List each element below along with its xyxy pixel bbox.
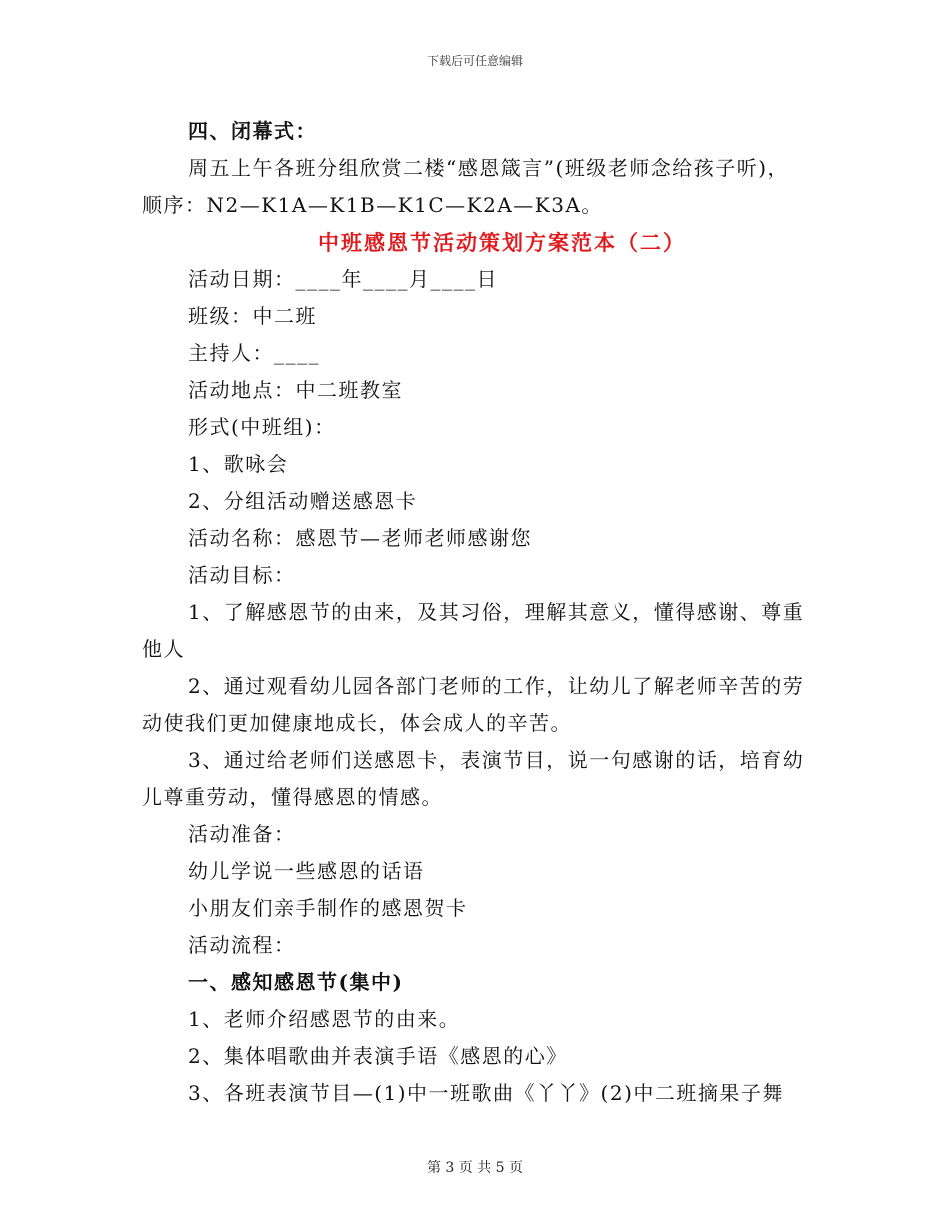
paragraph-line: 动使我们更加健康地成长，体会成人的辛苦。 [142,711,572,735]
format-line: 形式(中班组)： [188,415,336,439]
section-heading-closing: 四、闭幕式： [188,119,317,143]
page-footer-number: 第 3 页 共 5 页 [426,1160,524,1176]
page-header-note: 下载后可任意编辑 [426,54,523,68]
list-item: 小朋友们亲手制作的感恩贺卡 [188,896,468,920]
document-title: 中班感恩节活动策划方案范本（二） [318,230,686,255]
paragraph-line: 顺序：N2—K1A—K1B—K1C—K2A—K3A。 [142,193,603,217]
list-item: 1、歌咏会 [188,452,289,476]
paragraph-line: 3、通过给老师们送感恩卡，表演节目，说一句感谢的话，培育幼 [188,748,805,772]
section-heading-part-one: 一、感知感恩节(集中) [188,970,404,994]
activity-prep-label: 活动准备： [188,822,296,846]
activity-name-line: 活动名称：感恩节—老师老师感谢您 [188,526,532,550]
list-item: 2、集体唱歌曲并表演手语《感恩的心》 [188,1044,568,1068]
paragraph-line: 1、了解感恩节的由来，及其习俗，理解其意义，懂得感谢、尊重 [188,600,805,624]
class-line: 班级：中二班 [188,304,317,328]
list-item: 2、分组活动赠送感恩卡 [188,489,418,513]
host-line: 主持人：____ [188,341,320,365]
list-item: 幼儿学说一些感恩的话语 [188,859,425,883]
paragraph-line: 2、通过观看幼儿园各部门老师的工作，让幼儿了解老师辛苦的劳 [188,674,805,698]
document-body [142,113,822,1112]
paragraph-line: 周五上午各班分组欣赏二楼“感恩箴言”(班级老师念给孩子听)， [188,156,790,180]
activity-date-line: 活动日期：____年____月____日 [188,267,498,291]
activity-goals-label: 活动目标： [188,563,296,587]
paragraph-line: 他人 [142,637,185,661]
list-item: 1、老师介绍感恩节的由来。 [188,1007,461,1031]
activity-flow-label: 活动流程： [188,933,296,957]
list-item: 3、各班表演节目—(1)中一班歌曲《丫丫》(2)中二班摘果子舞 [188,1081,784,1105]
location-line: 活动地点：中二班教室 [188,378,403,402]
paragraph-line: 儿尊重劳动，懂得感恩的情感。 [142,785,443,809]
